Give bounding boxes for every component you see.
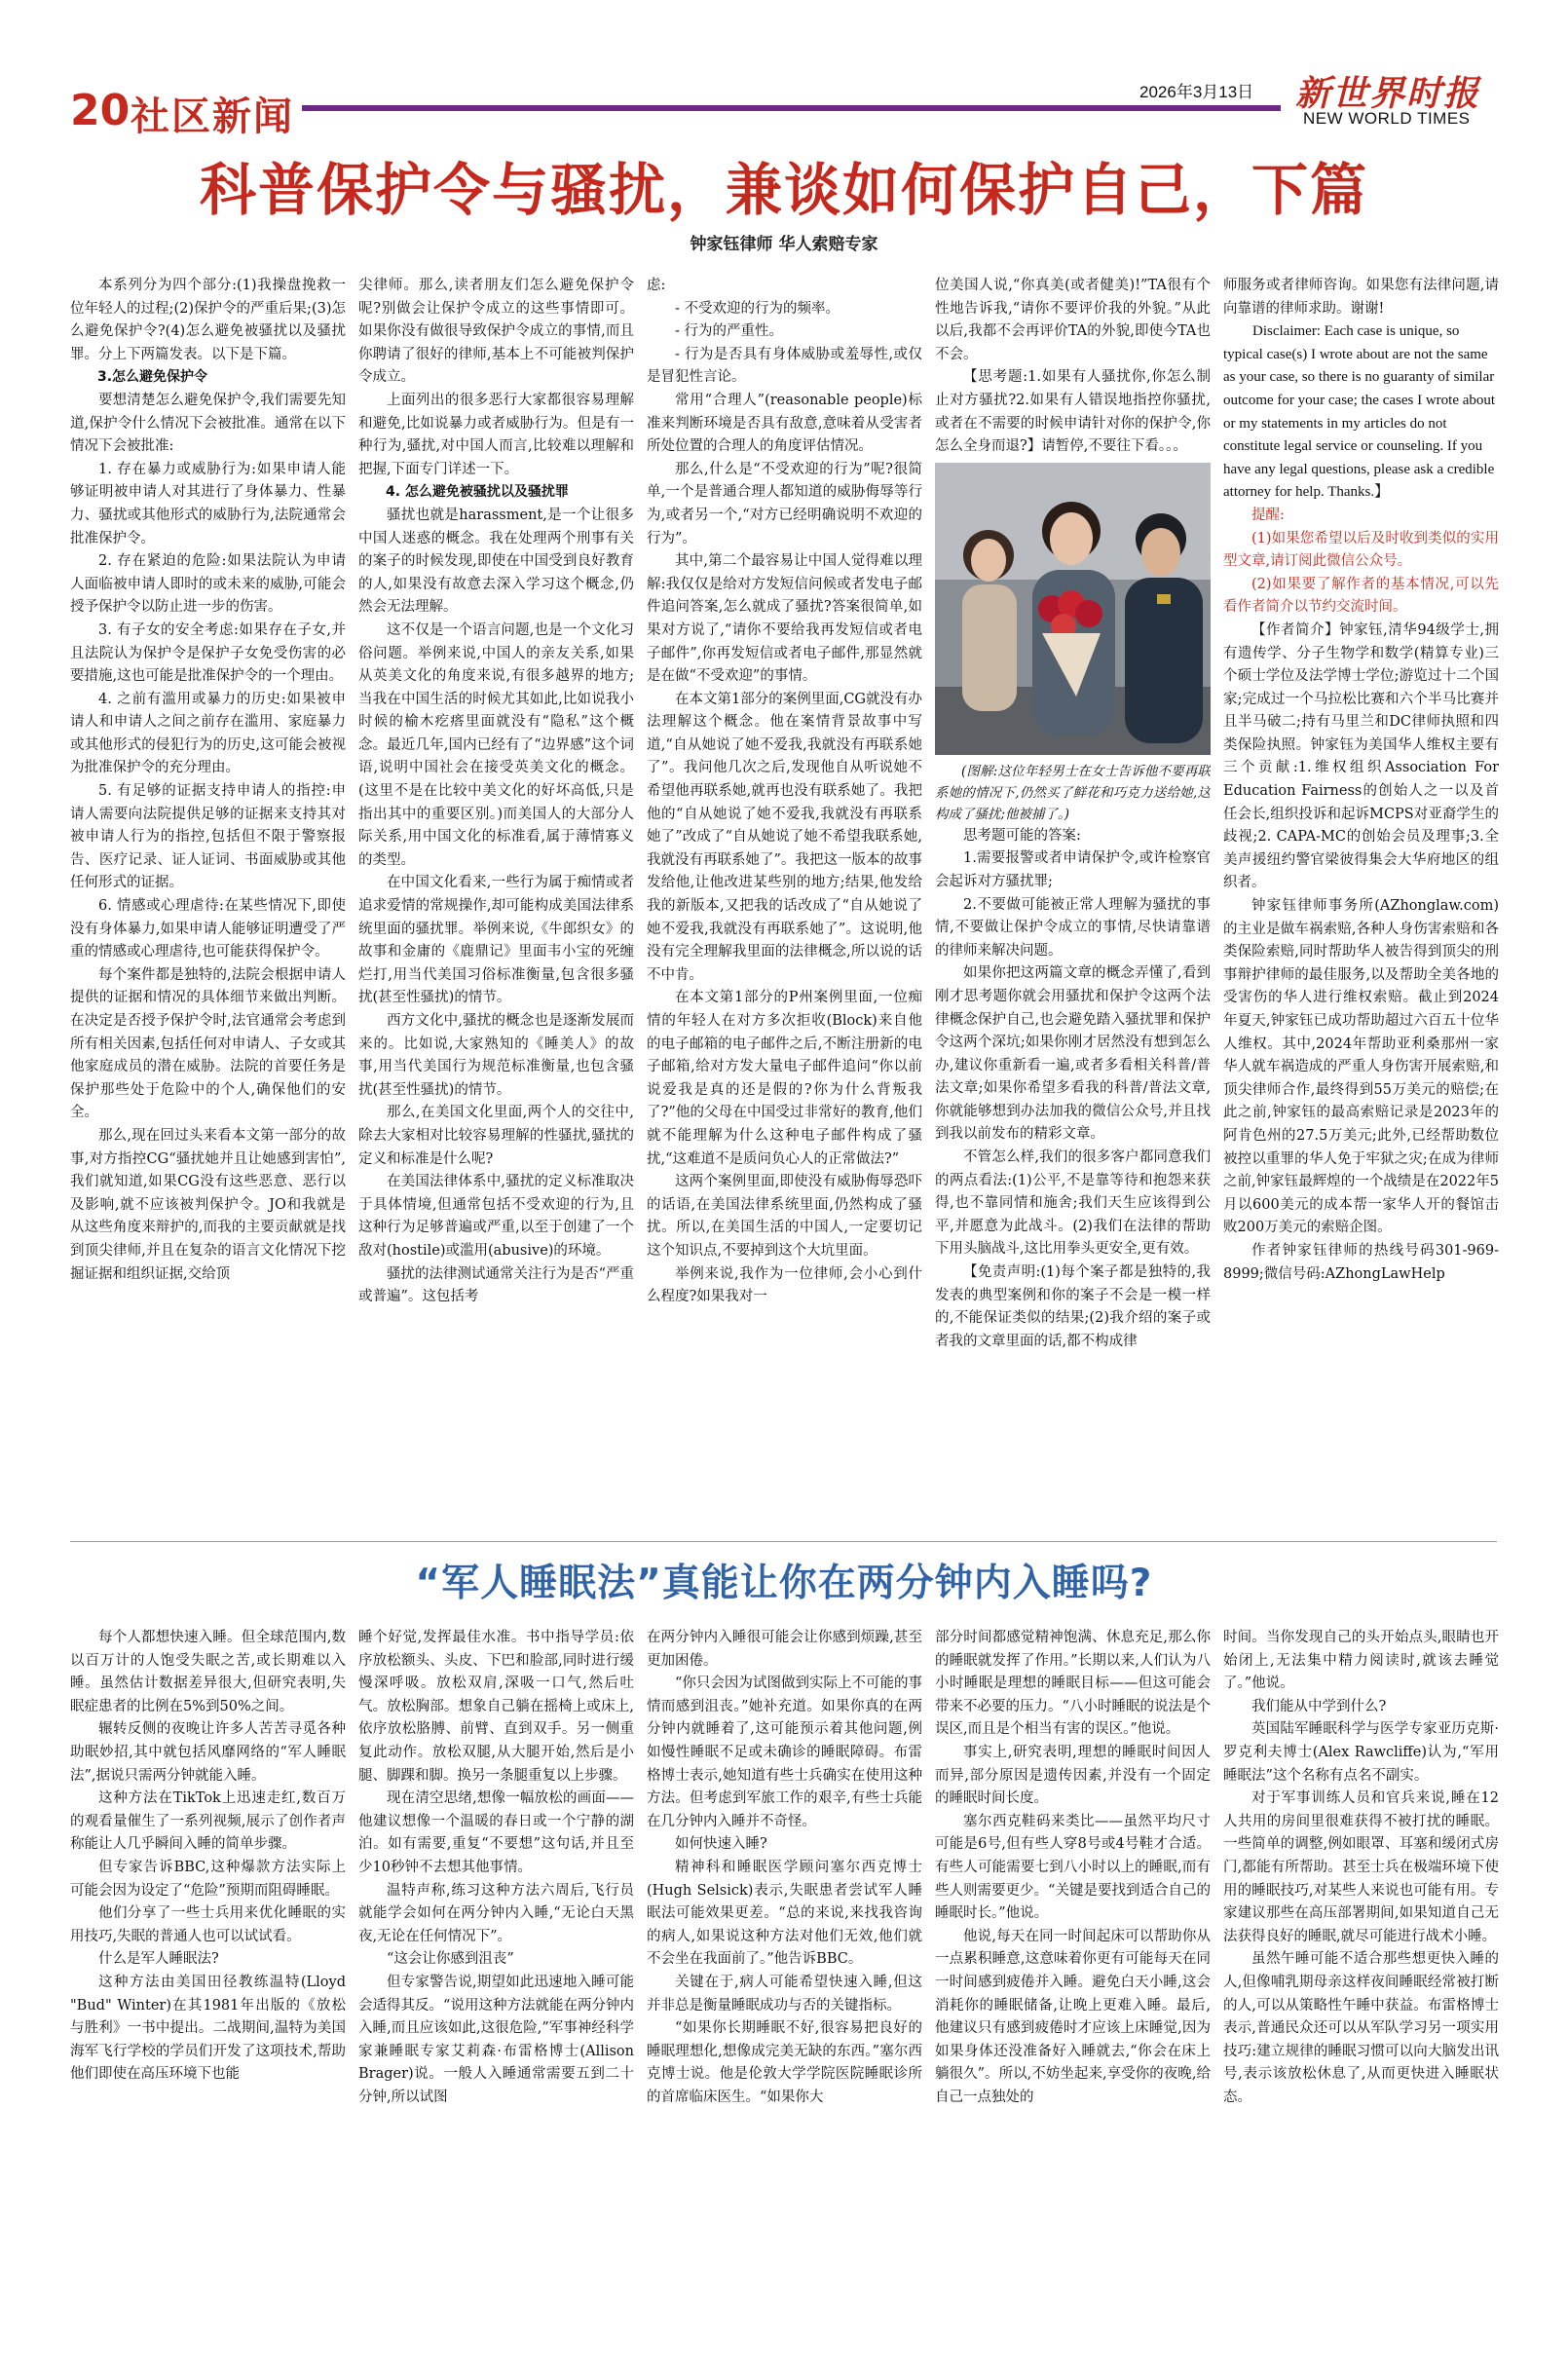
paragraph: 英国陆军睡眠科学与医学专家亚历克斯·罗克利夫博士(Alex Rawcliffe)认为,“军用睡眠法”这个名称有点名不副实。 <box>1223 1721 1499 1784</box>
paragraph: 那么,现在回过头来看本文第一部分的故事,对方指控CG“骚扰她并且让她感到害怕”,我们就知道,如果CG没有这些恶意、恶行以及影响,就不应该被判保护令。JO和我就是从这些角度来辩护的,而我的主要贡献就是找到顶尖律师,并且在复杂的语言文化情况下挖掘证据和组织证据,交给顶 <box>70 1127 346 1282</box>
paragraph: 那么,什么是“不受欢迎的行为”呢?很简单,一个是普通合理人都知道的威胁侮辱等行为,或者另一个,“对方已经明确说明不欢迎的行为”。 <box>647 461 922 546</box>
paragraph: 不管怎么样,我们的很多客户都同意我们的两点看法:(1)公平,不是靠等待和抱怨来获得,也不靠同情和施舍;我们天生应该得到公平,并愿意为此战斗。(2)我们在法律的帮助下用头脑战斗,这比用拳头更安全,更有效。 <box>935 1149 1211 1258</box>
paragraph: 尖律师。那么,读者朋友们怎么避免保护令呢?别做会让保护令成立的这些事情即可。如果你没有做很导致保护令成立的事情,而且你聘请了很好的律师,基本上不可能被判保护令成立。 <box>358 278 634 386</box>
article1-column-5 <box>1223 275 1499 1531</box>
paragraph: 钟家钰律师事务所(AZhonglaw.com)的主业是做车祸索赔,各种人身伤害索赔和各类保险索赔,同时帮助华人被告得到顶尖的刑事辩护律师的最佳服务,以及帮助全美各地的受害伤的华人进行维权索赔。截止到2024年夏天,钟家钰已成功帮助超过六百五十位华人维权。其中,2024年帮助亚利桑那州一家华人就车祸造成的严重人身伤害开展索赔,和顶尖律师合作,最终得到55万美元的赔偿;在此之前,钟家钰的最高索赔记录是2023年的阿肯色州的27.5万美元;此外,已经帮助数位被控以重罪的华人免于牢狱之灾;在成为律师之前,钟家钰最辉煌的一个战绩是在2022年5月以600美元的成本帮一家华人开的餐馆击败200万美元的索赔企图。 <box>1223 898 1499 1236</box>
article2-column-2 <box>358 1627 634 2348</box>
article2-column-4 <box>935 1627 1211 2348</box>
article1-title: 科普保护令与骚扰，兼谈如何保护自己，下篇 <box>199 157 1368 223</box>
disclaimer-english: Disclaimer: Each case is unique, so typical case(s) I wrote about are not the same as your case, so there is no guaranty of similar outcome for your case; the cases I wrote about or my statements in my articles do not constitute legal service or counseling. If you have any legal questions, please ask a credible attorney for help. Thanks.】 <box>1223 323 1496 501</box>
article1-byline: 钟家钰律师 华人索赔专家 <box>690 235 878 254</box>
paragraph: 事实上,研究表明,理想的睡眠时间因人而异,部分原因是遗传因素,并没有一个固定的睡眠时间长度。 <box>935 1744 1211 1807</box>
paragraph: 【免责声明:(1)每个案子都是独特的,我发表的典型案例和你的案子不会是一模一样的,不能保证类似的结果;(2)我介绍的案子或者我的文章里面的话,都不构成律 <box>935 1264 1211 1349</box>
paragraph: 师服务或者律师咨询。如果您有法律问题,请向靠谱的律师求助。谢谢! <box>1223 278 1499 317</box>
section-title: 社区新闻 <box>131 94 294 139</box>
article1-column-3 <box>647 275 922 1531</box>
subheading: “这会让你感到沮丧” <box>387 1951 514 1968</box>
paragraph: 睡个好觉,发挥最佳水准。书中指导学员:依序放松额头、头皮、下巴和脸部,同时进行缓慢深呼吸。放松双肩,深吸一口气,然后吐气。放松胸部。想象自己躺在摇椅上或床上,依序放松胳膊、前臂、直到双手。另一侧重复此动作。放松双腿,从大腿开始,然后是小腿、脚踝和脚。换另一条腿重复以上步骤。 <box>358 1630 634 1784</box>
paragraph: 在两分钟内入睡很可能会让你感到烦躁,甚至更加困倦。 <box>647 1630 922 1669</box>
paragraph: 5. 有足够的证据支持申请人的指控:申请人需要向法院提供足够的证据来支持其对被申请人行为的指控,包括但不限于警察报告、医疗记录、证人证词、书面威胁或其他任何形式的证据。 <box>70 783 346 891</box>
paragraph: 他们分享了一些士兵用来优化睡眠的实用技巧,失眠的普通人也可以试试看。 <box>70 1905 346 1944</box>
paragraph: 精神科和睡眠医学顾问塞尔西克博士(Hugh Selsick)表示,失眠患者尝试军人睡眠法可能效果更差。“总的来说,来找我咨询的病人,如果说这种方法对他们无效,他们就不会坐在我面前了。”他告诉BBC。 <box>647 1859 922 1968</box>
article-photo-arrest <box>935 463 1211 755</box>
paragraph: 【思考题:1.如果有人骚扰你,你怎么制止对方骚扰?2.如果有人错误地指控你骚扰,或者在不需要的时候申请针对你的保护令,你怎么全身而退?】请暂停,不要往下看。。。 <box>935 369 1211 455</box>
article2-column-5 <box>1223 1627 1499 2348</box>
paragraph: “如果你长期睡眠不好,很容易把良好的睡眠理想化,想像成完美无缺的东西。”塞尔西克博士说。他是伦敦大学学院医院睡眠诊所的首席临床医生。“如果你大 <box>647 2020 922 2105</box>
paragraph: 在美国法律体系中,骚扰的定义标准取决于具体情境,但通常包括不受欢迎的行为,且这种行为足够普遍或严重,以至于创建了一个敌对(hostile)或滥用(abusive)的环境。 <box>358 1174 634 1259</box>
paragraph: 部分时间都感觉精神饱满、休息充足,那么你的睡眠就发挥了作用。”长期以来,人们认为八小时睡眠是理想的睡眠目标——但这可能会带来不必要的压力。“八小时睡眠的说法是个误区,而且是个相当有害的误区。”他说。 <box>935 1630 1211 1738</box>
paragraph: 时间。当你发现自己的头开始点头,眼睛也开始闭上,无法集中精力阅读时,就该去睡觉了。”他说。 <box>1223 1630 1499 1692</box>
paragraph: 举例来说,我作为一位律师,会小心到什么程度?如果我对一 <box>647 1265 922 1305</box>
issue-date: 2026年3月13日 <box>1139 83 1254 101</box>
paragraph: 常用“合理人”(reasonable people)标准来判断环境是否具有敌意,意味着从受害者所处位置的合理人的角度评估情况。 <box>647 392 922 455</box>
article2-column-1 <box>70 1627 346 2348</box>
subheading: 3.怎么避免保护令 <box>97 369 208 386</box>
paragraph: 1.需要报警或者申请保护令,或许检察官会起诉对方骚扰罪; <box>935 850 1211 889</box>
paragraph: 温特声称,练习这种方法六周后,飞行员就能学会如何在两分钟内入睡,“无论白天黑夜,无论在任何情况下”。 <box>358 1882 634 1944</box>
reminder-item: (2)如果要了解作者的基本情况,可以先看作者简介以节约交流时间。 <box>1223 576 1499 616</box>
paragraph: 3. 有子女的安全考虑:如果存在子女,并且法院认为保护令是保护子女免受伤害的必要措施,这也可能是批准保护令的一个理由。 <box>70 621 346 685</box>
paragraph: 虽然午睡可能不适合那些想更快入睡的人,但像哺乳期母亲这样夜间睡眠经常被打断的人,可以从策略性午睡中获益。布雷格博士表示,普通民众还可以从军队学习另一项实用技巧:建立规律的睡眠习惯可以向大脑发出讯号,表示该放松休息了,从而更快进入睡眠状态。 <box>1223 1951 1499 2105</box>
reminder-heading: 提醒: <box>1251 507 1285 523</box>
subheading: 我们能从中学到什么? <box>1251 1698 1387 1714</box>
paragraph: 那么,在美国文化里面,两个人的交往中,除去大家相对比较容易理解的性骚扰,骚扰的定义和标准是什么呢? <box>358 1105 634 1167</box>
list-item: - 行为的严重性。 <box>675 323 784 340</box>
paragraph: 他说,每天在同一时间起床可以帮助你从一点累积睡意,这意味着你更有可能每天在同一时间感到疲倦并入睡。避免白天小睡,这会消耗你的睡眠储备,让晚上更难入睡。最后,他建议只有感到疲倦时才应该上床睡觉,因为如果身体还没准备好入睡就去,“你会在床上躺很久”。所以,不妨坐起来,享受你的夜晚,给自己一点独处的 <box>935 1928 1211 2105</box>
paragraph: 骚扰的法律测试通常关注行为是否“严重或普遍”。这包括考 <box>358 1265 634 1305</box>
paragraph: 在本文第1部分的P州案例里面,一位痴情的年轻人在对方多次拒收(Block)来自他的电子邮箱的电子邮件之后,不断注册新的电子邮箱,给对方发大量电子邮件追问“你以前说爱我是真的还是假的?你为什么背叛我了?”他的父母在中国受过非常好的教育,他们就不能理解为什么这种电子邮件构成了骚扰,“这难道不是质问负心人的正常做法?” <box>647 990 922 1167</box>
paragraph: 每个人都想快速入睡。但全球范围内,数以百万计的人饱受失眠之苦,或长期难以入睡。虽然估计数据差异很大,但研究表明,失眠症患者的比例在5%到50%之间。 <box>70 1630 346 1714</box>
paragraph: 1. 存在暴力或威胁行为:如果申请人能够证明被申请人对其进行了身体暴力、性暴力、骚扰或其他形式的威胁行为,法院通常会批准保护令。 <box>70 461 346 546</box>
paragraph: 在本文第1部分的案例里面,CG就没有办法理解这个概念。他在案情背景故事中写道,“自从她说了她不爱我,我就没有再联系她了”。我问他几次之后,发现他自从听说她不希望他再联系她,就再也没有联系她了。我把他的“自从她说了她不爱我,我就没有再联系她了”改成了“自从她说了她不希望我联系她,我就没有再联系她了”。我把这一版本的故事发给他,让他改进某些别的地方;结果,他发给我的新版本,又把我的话改成了“自从她说了她不爱我,我就没有再联系她了”。这说明,他没有完全理解我里面的法律概念,所以说的话不中肯。 <box>647 691 922 983</box>
paragraph: 但专家警告说,期望如此迅速地入睡可能会适得其反。“说用这种方法就能在两分钟内入睡,而且应该如此,这很危险,”军事神经科学家兼睡眠专家艾莉森·布雷格博士(Allison Brager)说。一般人入睡通常需要五到二十分钟,所以试图 <box>358 1974 634 2105</box>
paragraph: 如果你把这两篇文章的概念弄懂了,看到刚才思考题你就会用骚扰和保护令这两个法律概念保护自己,也会避免踏入骚扰罪和保护令这两个深坑;如果你刚才居然没有想到怎么办,建议你重新看一遍,或者多看相关科普/普法文章;如果你希望多看我的科普/普法文章,你就能够想到办法加我的微信公众号,并且找到我以前发布的精彩文章。 <box>935 965 1211 1143</box>
paragraph: 这种方法在TikTok上迅速走红,数百万的观看量催生了一系列视频,展示了创作者声称能让人几乎瞬间入睡的简单步骤。 <box>70 1790 346 1853</box>
paragraph: 在中国文化看来,一些行为属于痴情或者追求爱情的常规操作,却可能构成美国法律系统里面的骚扰罪。举例来说,《牛郎织女》的故事和金庸的《鹿鼎记》里面韦小宝的死缠烂打,用当代美国习俗标准衡量,包含很多骚扰(甚至性骚扰)的情节。 <box>358 875 634 1006</box>
list-item: - 行为是否具有身体威胁或羞辱性,或仅是冒犯性言论。 <box>647 346 922 386</box>
article1-column-4 <box>935 275 1211 1531</box>
article2-title: “军人睡眠法”真能让你在两分钟内入睡吗? <box>415 1562 1153 1605</box>
article-divider <box>70 1541 1497 1542</box>
header-rule <box>302 105 1281 111</box>
article1-column-1 <box>70 275 346 1531</box>
subheading: 4. 怎么避免被骚扰以及骚扰罪 <box>386 484 569 501</box>
article1-column-2 <box>358 275 634 1531</box>
paragraph: 每个案件都是独特的,法院会根据申请人提供的证据和情况的具体细节来做出判断。在决定是否授予保护令时,法官通常会考虑到所有相关因素,包括任何对申请人、子女或其他家庭成员的潜在威胁。法院的首要任务是保护那些处于危险中的个人,确保他们的安全。 <box>70 966 346 1121</box>
author-bio: 【作者简介】钟家钰,清华94级学士,拥有遗传学、分子生物学和数学(精算专业)三个硕士学位及法学博士学位;游览过十二个国家;完成过一个马拉松比赛和六个半马比赛并且半马破二;持有马里兰和DC律师执照和四类保险执照。钟家钰为美国华人维权主要有三个贡献:1.维权组织Association For Education Fairness的创始人之一以及首任会长,组织投诉和起诉MCPS对亚裔学生的歧视;2. CAPA-MC的创始会员及理事;3.全美声援纽约警官梁彼得集会大华府地区的组织者。 <box>1223 621 1499 891</box>
page-number: 20 <box>70 86 131 135</box>
reminder-item: (1)如果您希望以后及时收到类似的实用型文章,请订阅此微信公众号。 <box>1223 530 1499 570</box>
paragraph: 思考题可能的答案: <box>963 827 1081 844</box>
paragraph: 要想清楚怎么避免保护令,我们需要先知道,保护令什么情况下会被批准。通常在以下情况下会被批准: <box>70 392 346 455</box>
paragraph: 2.不要做可能被正常人理解为骚扰的事情,不要做让保护令成立的事情,尽快请靠谱的律师来解决问题。 <box>935 896 1211 959</box>
paragraph: “你只会因为试图做到实际上不可能的事情而感到沮丧。”她补充道。如果你真的在两分钟内就睡着了,这可能预示着其他问题,例如慢性睡眠不足或未确诊的睡眠障碍。布雷格博士表示,她知道有些士兵确实在使用这种方法。但考虑到军旅工作的艰辛,有些士兵能在几分钟内入睡并不奇怪。 <box>647 1675 922 1829</box>
article2-column-3 <box>647 1627 922 2348</box>
paragraph: 上面列出的很多恶行大家都很容易理解和避免,比如说暴力或者威胁行为。但是有一种行为,骚扰,对中国人而言,比较难以理解和把握,下面专门详述一下。 <box>358 392 634 477</box>
paragraph: 这不仅是一个语言问题,也是一个文化习俗问题。举例来说,中国人的亲友关系,如果从英美文化的角度来说,有很多越界的地方;当我在中国生活的时候尤其如此,比如说我小时候的榆木疙瘩里面就没有“隐私”这个概念。最近几年,国内已经有了“边界感”这个词语,说明中国社会在接受英美文化的概念。(这里不是在比较中美文化的好坏高低,只是指出其中的重要区别。)而美国人的大部分人际关系,用中国文化的标准看,属于薄情寡义的类型。 <box>358 621 634 868</box>
paragraph: 这种方法由美国田径教练温特(Lloyd "Bud" Winter)在其1981年出版的《放松与胜利》一书中提出。二战期间,温特为美国海军飞行学校的学员们开发了这项技术,帮助他们即使在高压环境下也能 <box>70 1974 346 2083</box>
paragraph: 辗转反侧的夜晚让许多人苦苦寻觅各种助眠妙招,其中就包括风靡网络的“军人睡眠法”,据说只需两分钟就能入睡。 <box>70 1721 346 1784</box>
paragraph: 6. 情感或心理虐待:在某些情况下,即使没有身体暴力,如果申请人能够证明遭受了严重的情感或心理虐待,也可能获得保护令。 <box>70 898 346 960</box>
list-item: - 不受欢迎的行为的频率。 <box>675 300 840 317</box>
paragraph: 但专家告诉BBC,这种爆款方法实际上可能会因为设定了“危险”预期而阻碍睡眠。 <box>70 1859 346 1899</box>
paragraph: 4. 之前有滥用或暴力的历史:如果被申请人和申请人之间之前存在滥用、家庭暴力或其他形式的侵犯行为的历史,这可能会被视为批准保护令的充分理由。 <box>70 691 346 776</box>
contact-info: 作者钟家钰律师的热线号码301-969-8999;微信号码:AZhongLawHelp <box>1223 1242 1499 1282</box>
subheading: 如何快速入睡? <box>675 1836 767 1853</box>
paragraph: 本系列分为四个部分:(1)我操盘挽救一位年轻人的过程;(2)保护令的严重后果;(3)怎么避免保护令?(4)怎么避免被骚扰以及骚扰罪。分上下两篇发表。以下是下篇。 <box>70 278 346 362</box>
paragraph: 西方文化中,骚扰的概念也是逐渐发展而来的。比如说,大家熟知的《睡美人》的故事,用当代美国行为规范标准衡量,也包含骚扰(甚至性骚扰)的情节。 <box>358 1013 634 1098</box>
paragraph: 关键在于,病人可能希望快速入睡,但这并非总是衡量睡眠成功与否的关键指标。 <box>647 1974 922 2014</box>
paragraph: 位美国人说,“你真美(或者健美)!”TA很有个性地告诉我,“请你不要评价我的外貌。”从此以后,我都不会再评价TA的外貌,即使今TA也不会。 <box>935 278 1211 362</box>
paragraph: 骚扰也就是harassment,是一个让很多中国人迷惑的概念。我在处理两个刑事有关的案子的时候发现,即使在中国受到良好教育的人,如果没有故意去深入学习这个概念,仍然会无法理解。 <box>358 507 634 616</box>
photo-caption: (图解:这位年轻男士在女士告诉他不要再联系她的情况下,仍然买了鲜花和巧克力送给她,这构成了骚扰;他被捕了。) <box>935 763 1211 822</box>
paragraph: 塞尔西克鞋码来类比——虽然平均尺寸可能是6号,但有些人穿8号或4号鞋才合适。有些人可能需要七到八小时以上的睡眠,而有些人则需要更少。“关键是要找到适合自己的睡眠时长。”他说。 <box>935 1813 1211 1922</box>
paragraph: 这两个案例里面,即使没有威胁侮辱恐吓的话语,在美国法律系统里面,仍然构成了骚扰。所以,在美国生活的中国人,一定要切记这个知识点,不要掉到这个大坑里面。 <box>647 1174 922 1259</box>
paragraph: 2. 存在紧迫的危险:如果法院认为申请人面临被申请人即时的或未来的威胁,可能会授予保护令以防止进一步的伤害。 <box>70 553 346 616</box>
paper-logo: 新世界时报 <box>1295 73 1481 114</box>
subheading: 什么是军人睡眠法? <box>98 1951 219 1968</box>
paragraph: 虑: <box>647 278 666 293</box>
paragraph: 现在清空思绪,想像一幅放松的画面——他建议想像一个温暖的春日或一个宁静的湖泊。如有需要,重复“不要想”这句话,并且至少10秒钟不去想其他事情。 <box>358 1790 634 1875</box>
paper-logo-en: NEW WORLD TIMES <box>1303 109 1471 128</box>
paragraph: 其中,第二个最容易让中国人觉得难以理解:我仅仅是给对方发短信问候或者发电子邮件追问答案,怎么就成了骚扰?答案很简单,如果对方说了,“请你不要给我再发短信或者电子邮件”,你再发短信或者电子邮件,那显然就是在做“不受欢迎”的事情。 <box>647 553 922 685</box>
paragraph: 对于军事训练人员和官兵来说,睡在12人共用的房间里很难获得不被打扰的睡眠。一些简单的调整,例如眼罩、耳塞和缓闭式房门,都能有所帮助。甚至士兵在极端环境下使用的睡眠技巧,对某些人来说也可能有用。专家建议那些在高压部署期间,如果知道自己无法获得良好的睡眠,就尽可能进行战术小睡。 <box>1223 1790 1499 1944</box>
